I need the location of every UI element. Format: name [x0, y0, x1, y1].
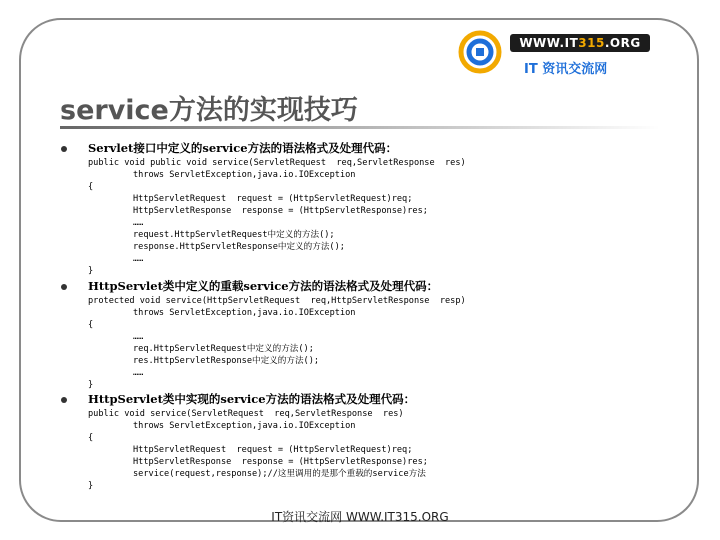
code-line: throws ServletException,java.io.IOException — [133, 170, 356, 180]
code-line: HttpServletRequest request = (HttpServletRequest)req; — [133, 194, 413, 204]
code-line: …… — [133, 218, 144, 228]
slide-title: service方法的实现技巧 — [60, 95, 358, 126]
code-line: { — [88, 320, 94, 330]
code-line: throws ServletException,java.io.IOException — [133, 308, 356, 318]
bullet-point — [61, 284, 67, 290]
section-heading: HttpServlet类中实现的service方法的语法格式及处理代码： — [88, 392, 416, 406]
code-line: HttpServletResponse response = (HttpServletResponse)res; — [133, 206, 428, 216]
code-line: …… — [133, 368, 144, 378]
code-line: res.HttpServletResponse中定义的方法(); — [133, 356, 320, 366]
code-line: req.HttpServletRequest中定义的方法(); — [133, 344, 314, 354]
code-line: { — [88, 182, 94, 192]
logo-emblem-icon — [458, 30, 502, 74]
code-line: throws ServletException,java.io.IOException — [133, 421, 356, 431]
code-line: request.HttpServletRequest中定义的方法(); — [133, 230, 335, 240]
section-heading: Servlet接口中定义的service方法的语法格式及处理代码： — [88, 141, 398, 155]
code-line: HttpServletResponse response = (HttpServletResponse)res; — [133, 457, 428, 467]
code-line: } — [88, 266, 94, 276]
code-line: …… — [133, 254, 144, 264]
footer-text: IT资讯交流网 WWW.IT315.ORG — [271, 510, 449, 524]
code-line: { — [88, 433, 94, 443]
code-line: public void service(ServletRequest req,ServletResponse res) — [88, 409, 404, 419]
code-line: protected void service(HttpServletRequest req,HttpServletResponse resp) — [88, 296, 466, 306]
logo-subtitle: IT 资讯交流网 — [524, 62, 608, 77]
logo-url: WWW.IT315.ORG — [510, 34, 650, 52]
code-line: } — [88, 380, 94, 390]
code-line: HttpServletRequest request = (HttpServletRequest)req; — [133, 445, 413, 455]
code-line: response.HttpServletResponse中定义的方法(); — [133, 242, 345, 252]
code-line: service(request,response);//这里调用的是那个重载的service方法 — [133, 469, 426, 479]
bullet-point — [61, 146, 67, 152]
code-line: } — [88, 481, 94, 491]
title-underline — [60, 126, 660, 129]
section-heading: HttpServlet类中定义的重载service方法的语法格式及处理代码： — [88, 279, 439, 293]
code-line: public void public void service(ServletRequest req,ServletResponse res) — [88, 158, 466, 168]
bullet-point — [61, 397, 67, 403]
site-logo — [458, 30, 654, 80]
code-line: …… — [133, 332, 144, 342]
